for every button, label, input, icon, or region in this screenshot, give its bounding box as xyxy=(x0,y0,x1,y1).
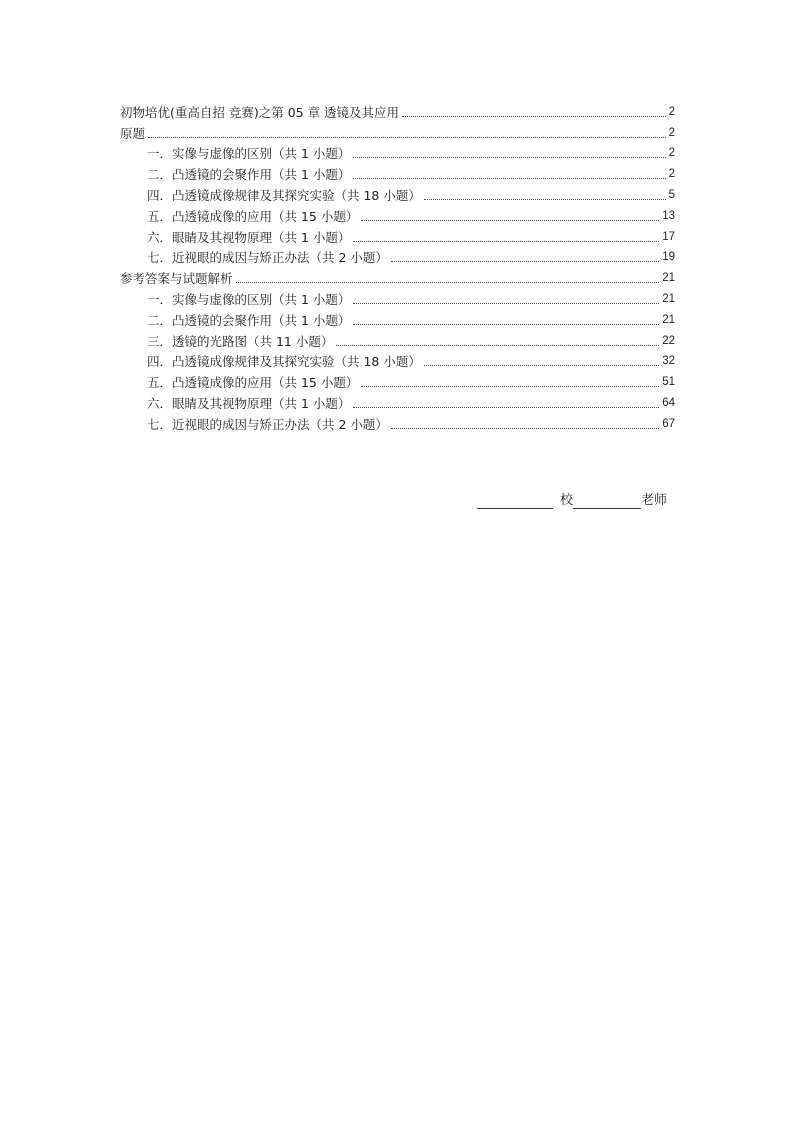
toc-entry-page-number: 2 xyxy=(668,126,675,139)
toc-entry[interactable] xyxy=(120,161,675,182)
teacher-label: 老师 xyxy=(641,493,668,508)
toc-entry-page-number: 2 xyxy=(668,147,675,160)
toc-entry-page-number: 17 xyxy=(662,230,675,243)
toc-entry-title: 六．眼睛及其视物原理（共 1 小题） xyxy=(147,395,351,411)
toc-entry[interactable] xyxy=(120,224,675,245)
toc-entry-title: 五．凸透镜成像的应用（共 15 小题） xyxy=(147,208,359,224)
toc-dot-leader xyxy=(361,386,659,387)
toc-entry[interactable] xyxy=(120,286,675,307)
toc-dot-leader xyxy=(336,345,659,346)
toc-entry-page-number: 67 xyxy=(662,417,675,430)
toc-entry[interactable] xyxy=(120,99,675,120)
toc-entry-title: 四．凸透镜成像规律及其探究实验（共 18 小题） xyxy=(147,187,421,203)
toc-dot-leader xyxy=(236,282,660,283)
toc-entry-title: 一．实像与虚像的区别（共 1 小题） xyxy=(147,291,351,307)
toc-entry[interactable] xyxy=(120,265,675,286)
toc-dot-leader xyxy=(353,241,659,242)
toc-entry[interactable] xyxy=(120,245,675,266)
school-label: 校 xyxy=(560,493,574,508)
toc-entry-page-number: 13 xyxy=(662,209,675,222)
toc-entry-title: 二．凸透镜的会聚作用（共 1 小题） xyxy=(147,167,351,183)
toc-entry[interactable] xyxy=(120,411,675,432)
toc-entry-page-number: 64 xyxy=(662,396,675,409)
toc-entry-page-number: 19 xyxy=(662,251,675,264)
toc-entry[interactable] xyxy=(120,182,675,203)
table-of-contents xyxy=(120,99,675,432)
toc-entry-page-number: 32 xyxy=(662,355,675,368)
toc-entry[interactable] xyxy=(120,369,675,390)
toc-entry-page-number: 51 xyxy=(662,376,675,389)
toc-entry-page-number: 22 xyxy=(662,334,675,347)
school-blank xyxy=(477,493,553,509)
toc-dot-leader xyxy=(402,116,666,117)
toc-dot-leader xyxy=(353,407,659,408)
toc-entry[interactable] xyxy=(120,349,675,370)
toc-entry-page-number: 2 xyxy=(668,105,675,118)
toc-entry-title: 四．凸透镜成像规律及其探究实验（共 18 小题） xyxy=(147,354,421,370)
toc-entry-title: 六．眼睛及其视物原理（共 1 小题） xyxy=(147,229,351,245)
toc-dot-leader xyxy=(391,428,659,429)
toc-entry-title: 三．透镜的光路图（共 11 小题） xyxy=(147,333,334,349)
toc-entry-page-number: 21 xyxy=(662,313,675,326)
toc-entry[interactable] xyxy=(120,141,675,162)
toc-entry[interactable] xyxy=(120,203,675,224)
toc-entry[interactable] xyxy=(120,307,675,328)
signature-line xyxy=(477,493,675,509)
toc-entry-page-number: 21 xyxy=(662,292,675,305)
toc-entry[interactable] xyxy=(120,120,675,141)
toc-entry[interactable] xyxy=(120,328,675,349)
toc-entry-title: 一．实像与虚像的区别（共 1 小题） xyxy=(147,146,351,162)
toc-entry-title: 二．凸透镜的会聚作用（共 1 小题） xyxy=(147,312,351,328)
toc-dot-leader xyxy=(353,157,665,158)
toc-dot-leader xyxy=(353,303,659,304)
toc-dot-leader xyxy=(424,199,666,200)
toc-entry[interactable] xyxy=(120,390,675,411)
toc-entry-title: 原题 xyxy=(120,125,146,141)
toc-entry-title: 七．近视眼的成因与矫正办法（共 2 小题） xyxy=(147,250,388,266)
toc-dot-leader xyxy=(391,261,659,262)
toc-dot-leader xyxy=(148,137,666,138)
teacher-blank xyxy=(573,493,641,509)
toc-entry-title: 参考答案与试题解析 xyxy=(120,271,233,287)
toc-dot-leader xyxy=(353,324,659,325)
toc-entry-page-number: 2 xyxy=(668,168,675,181)
toc-entry-page-number: 21 xyxy=(662,272,675,285)
toc-entry-title: 七．近视眼的成因与矫正办法（共 2 小题） xyxy=(147,416,388,432)
toc-entry-page-number: 5 xyxy=(668,188,675,201)
toc-entry-title: 初物培优(重高自招 竞赛)之第 05 章 透镜及其应用 xyxy=(120,104,400,120)
toc-dot-leader xyxy=(361,220,659,221)
toc-entry-title: 五．凸透镜成像的应用（共 15 小题） xyxy=(147,375,359,391)
toc-dot-leader xyxy=(353,178,665,179)
toc-dot-leader xyxy=(424,365,659,366)
